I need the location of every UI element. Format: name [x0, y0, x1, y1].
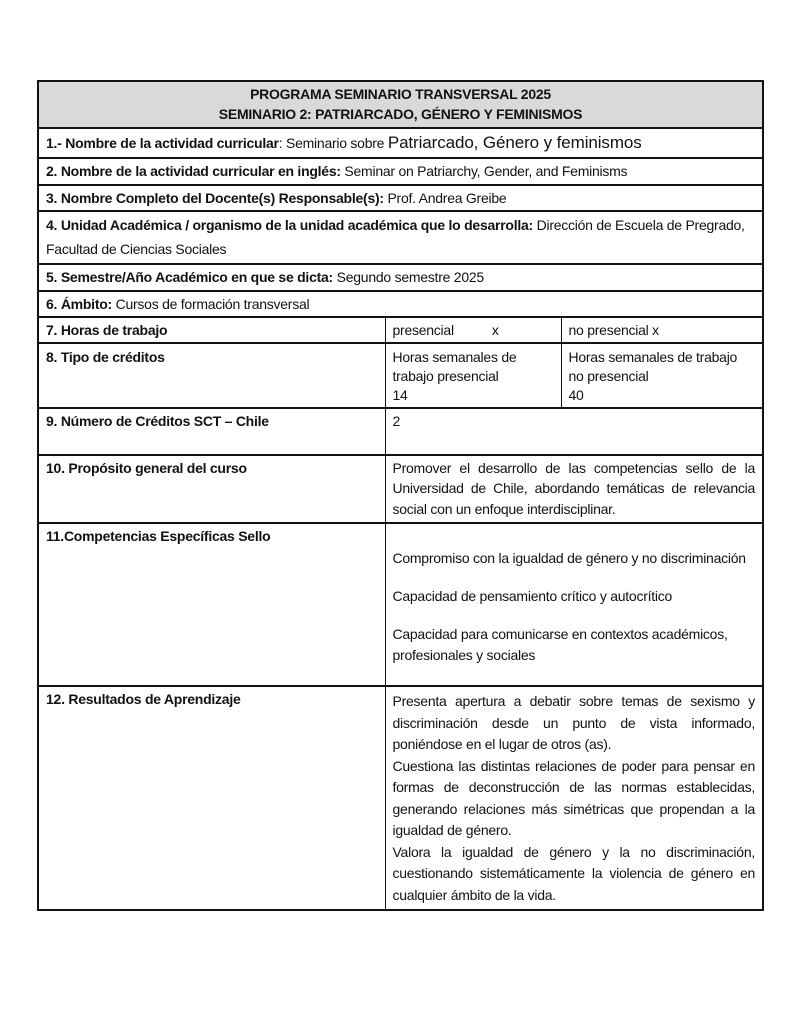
row-8-credit-type [38, 343, 763, 407]
row-4-label: 4. Unidad Académica / organismo de la unidad académica que lo desarrolla: [46, 216, 533, 233]
row-4-academic-unit [38, 211, 763, 265]
row-1-separator: : [278, 134, 287, 151]
row-11-label: 11.Competencias Específicas Sello [46, 527, 271, 544]
syllabus-table [37, 80, 764, 911]
row-7-no-presencial-value: no presencial x [568, 322, 659, 339]
row-8-presencial-hours-cell [385, 343, 561, 407]
row-9-value: 2 [392, 412, 401, 429]
row-3-teacher [38, 185, 763, 211]
row-9-value-cell [385, 408, 763, 455]
header-title-line2: SEMINARIO 2: PATRIARCADO, GÉNERO Y FEMINISMOS [218, 106, 583, 123]
row-8-no-presencial-hours-title: Horas semanales de trabajo no presencial [568, 349, 738, 384]
header-title-line1: PROGRAMA SEMINARIO TRANSVERSAL 2025 [250, 86, 551, 102]
row-4-cell [38, 211, 763, 265]
row-6-value: Cursos de formación transversal [111, 295, 310, 312]
row-1-label: 1.- Nombre de la actividad curricular [46, 134, 279, 151]
row-1-cell [38, 128, 763, 159]
row-12-paragraph-1: Presenta apertura a debatir sobre temas de sexismo y discriminación desde un punto de vista informado, poniéndose en el lugar de otros (as). [392, 693, 756, 753]
row-5-cell [38, 264, 763, 290]
row-12-label: 12. Resultados de Aprendizaje [46, 691, 241, 708]
row-5-semester [38, 264, 763, 290]
row-10-value-cell [385, 455, 763, 523]
table-header-row [38, 81, 763, 128]
row-8-label: 8. Tipo de créditos [46, 349, 165, 366]
row-7-label: 7. Horas de trabajo [46, 322, 168, 339]
row-7-presencial-word: presencial [392, 322, 454, 339]
row-7-work-hours [38, 317, 763, 343]
row-12-paragraph-2: Cuestiona las distintas relaciones de poder para pensar en formas de deconstrucción de las normas establecidas, generando relaciones más simétricas que propendan a la igualdad de género. [392, 757, 756, 839]
row-2-label: 2. Nombre de la actividad curricular en inglés: [46, 163, 341, 180]
row-2-cell [38, 158, 763, 184]
row-6-scope [38, 291, 763, 317]
row-1-course-name [38, 128, 763, 159]
row-11-label-cell [38, 523, 385, 686]
row-12-label-cell [38, 686, 385, 909]
row-8-label-cell [38, 343, 385, 407]
row-11-seal-competencies [38, 523, 763, 686]
row-6-cell [38, 291, 763, 317]
row-5-value: Segundo semestre 2025 [332, 269, 484, 286]
row-5-label: 5. Semestre/Año Académico en que se dicta: [46, 269, 333, 286]
row-10-label: 10. Propósito general del curso [46, 459, 247, 476]
row-11-value-cell [385, 523, 763, 686]
row-7-presencial-cell [385, 317, 561, 343]
row-7-no-presencial-cell [561, 317, 763, 343]
row-10-course-purpose [38, 455, 763, 523]
row-3-value: Prof. Andrea Greibe [383, 189, 507, 206]
row-6-label: 6. Ámbito: [46, 295, 112, 312]
row-2-value: Seminar on Patriarchy, Gender, and Feminisms [340, 163, 628, 180]
row-9-label: 9. Número de Créditos SCT – Chile [46, 412, 269, 429]
row-9-sct-credits [38, 408, 763, 455]
row-12-paragraph-3: Valora la igualdad de género y la no discriminación, cuestionando sistemáticamente la violencia de género en cualquier ámbito de la vida. [392, 843, 756, 903]
row-10-value: Promover el desarrollo de las competencias sello de la Universidad de Chile, abordando temáticas de relevancia social con un enfoque interdisciplinar. [392, 459, 756, 518]
row-12-value-cell [385, 686, 763, 909]
row-12-learning-outcomes [38, 686, 763, 909]
row-8-no-presencial-hours-cell [561, 343, 763, 407]
row-1-value-prefix: Seminario sobre [286, 134, 388, 151]
row-11-item-3: Capacidad para comunicarse en contextos académicos, profesionales y sociales [392, 626, 728, 663]
row-9-label-cell [38, 408, 385, 455]
row-8-presencial-hours-value: 14 [392, 387, 408, 404]
row-2-course-name-english [38, 158, 763, 184]
row-10-label-cell [38, 455, 385, 523]
table-header-cell [38, 81, 763, 128]
row-8-presencial-hours-title: Horas semanales de trabajo presencial [392, 349, 517, 384]
row-7-presencial-mark: x [491, 322, 499, 339]
row-3-cell [38, 185, 763, 211]
row-4-value: Dirección de Escuela de Pregrado, Facultad de Ciencias Sociales [46, 216, 745, 257]
row-3-label: 3. Nombre Completo del Docente(s) Responsable(s): [46, 189, 384, 206]
row-11-item-1: Compromiso con la igualdad de género y no discriminación [392, 549, 746, 566]
row-11-item-2: Capacidad de pensamiento crítico y autocrítico [392, 588, 673, 605]
row-1-value-title: Patriarcado, Género y feminismos [387, 132, 642, 152]
row-8-no-presencial-hours-value: 40 [568, 387, 584, 404]
row-7-label-cell [38, 317, 385, 343]
